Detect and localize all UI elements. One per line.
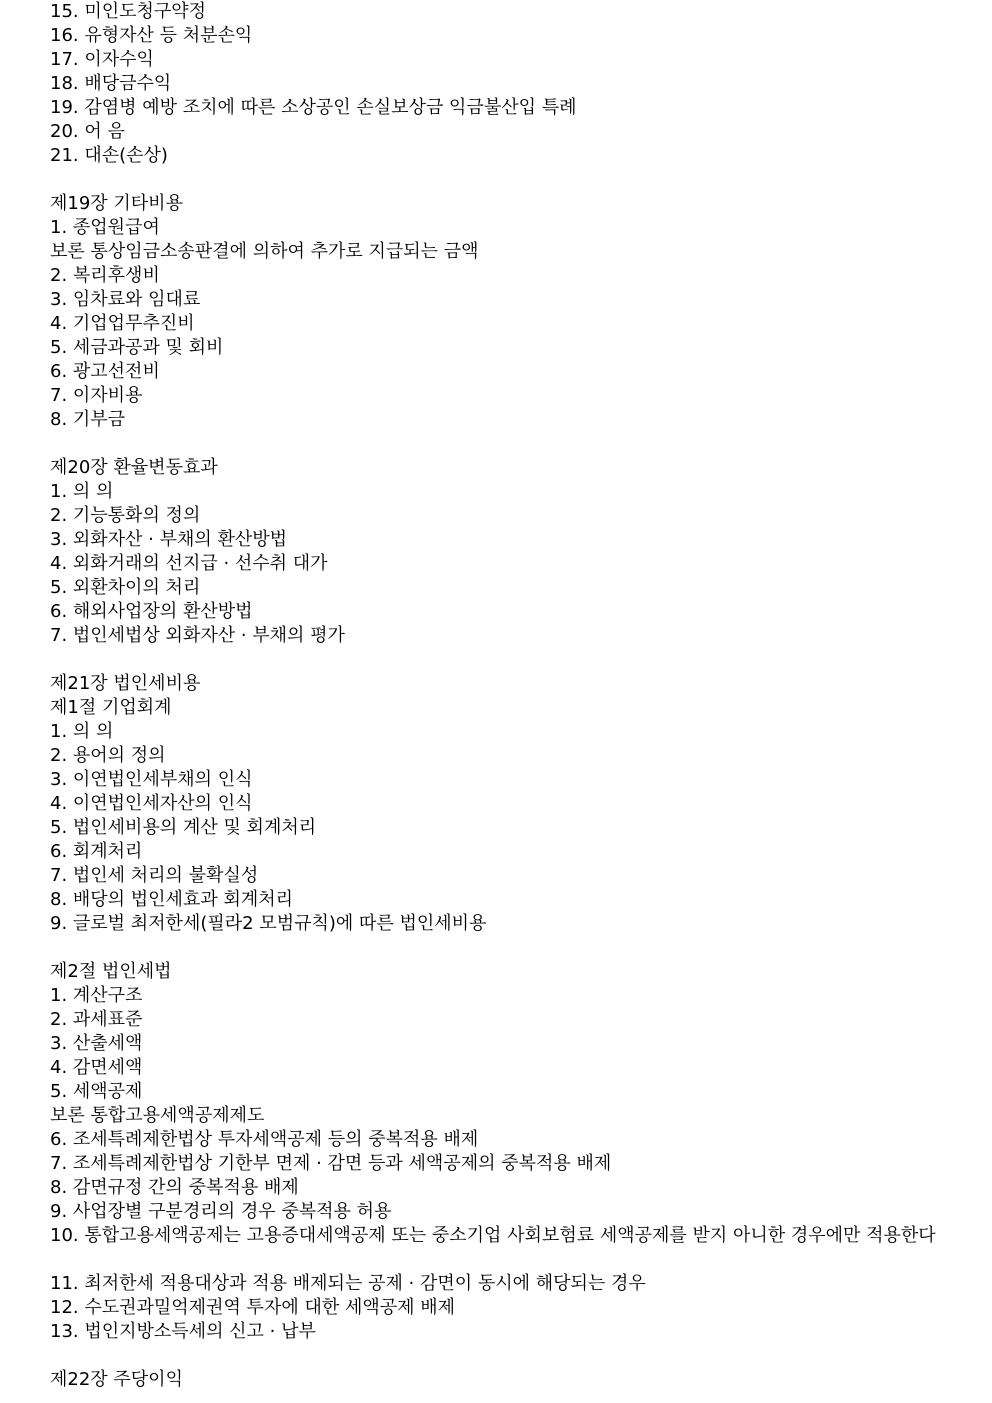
list-item: 17. 이자수익 <box>50 49 154 70</box>
chapter-heading: 제22장 주당이익 <box>50 1369 183 1390</box>
supplement-heading: 보론 통상임금소송판결에 의하여 추가로 지급되는 금액 <box>50 241 479 262</box>
list-item: 5. 세액공제 <box>50 1081 143 1102</box>
list-item: 8. 감면규정 간의 중복적용 배제 <box>50 1177 299 1198</box>
list-item: 21. 대손(손상) <box>50 145 168 166</box>
list-item: 3. 이연법인세부채의 인식 <box>50 769 253 790</box>
list-item: 6. 회계처리 <box>50 841 143 862</box>
list-item: 3. 임차료와 임대료 <box>50 289 201 310</box>
list-item: 20. 어 음 <box>50 121 125 142</box>
list-item: 9. 글로벌 최저한세(필라2 모범규칙)에 따른 법인세비용 <box>50 913 487 934</box>
list-item: 7. 법인세 처리의 불확실성 <box>50 865 259 886</box>
list-item: 7. 이자비용 <box>50 385 143 406</box>
blank-line <box>50 648 950 672</box>
list-item: 8. 기부금 <box>50 409 126 430</box>
list-item: 13. 법인지방소득세의 신고 · 납부 <box>50 1321 316 1342</box>
list-item: 19. 감염병 예방 조치에 따른 소상공인 손실보상금 익금불산입 특례 <box>50 97 577 118</box>
blank-line <box>50 168 950 192</box>
blank-line <box>50 936 950 960</box>
list-item: 5. 세금과공과 및 회비 <box>50 337 224 358</box>
chapter-heading: 제19장 기타비용 <box>50 193 183 214</box>
list-item: 4. 감면세액 <box>50 1057 143 1078</box>
list-item: 18. 배당금수익 <box>50 73 172 94</box>
list-item: 8. 배당의 법인세효과 회계처리 <box>50 889 293 910</box>
list-item: 1. 계산구조 <box>50 985 143 1006</box>
list-item: 1. 종업원급여 <box>50 217 160 238</box>
list-item: 7. 법인세법상 외화자산 · 부채의 평가 <box>50 625 345 646</box>
list-item: 4. 외화거래의 선지급 · 선수취 대가 <box>50 553 328 574</box>
list-item: 2. 과세표준 <box>50 1009 143 1030</box>
list-item: 6. 해외사업장의 환산방법 <box>50 601 253 622</box>
list-item: 15. 미인도청구약정 <box>50 1 207 22</box>
list-item: 10. 통합고용세액공제는 고용증대세액공제 또는 중소기업 사회보험료 세액공제를 받지 아니한 경우에만 적용한다 <box>50 1225 936 1246</box>
blank-line <box>50 1344 950 1368</box>
list-item: 5. 법인세비용의 계산 및 회계처리 <box>50 817 317 838</box>
list-item: 2. 복리후생비 <box>50 265 160 286</box>
list-item: 9. 사업장별 구분경리의 경우 중복적용 허용 <box>50 1201 392 1222</box>
list-item: 7. 조세특례제한법상 기한부 면제 · 감면 등과 세액공제의 중복적용 배제 <box>50 1153 612 1174</box>
document-page <box>50 0 950 1392</box>
list-item: 3. 산출세액 <box>50 1033 143 1054</box>
list-item: 11. 최저한세 적용대상과 적용 배제되는 공제 · 감면이 동시에 해당되는 경우 <box>50 1273 646 1294</box>
list-item: 12. 수도권과밀억제권역 투자에 대한 세액공제 배제 <box>50 1297 455 1318</box>
supplement-heading: 보론 통합고용세액공제제도 <box>50 1105 265 1126</box>
list-item: 5. 외환차이의 처리 <box>50 577 201 598</box>
list-item: 6. 광고선전비 <box>50 361 160 382</box>
list-item: 1. 의 의 <box>50 481 114 502</box>
chapter-heading: 제20장 환율변동효과 <box>50 457 218 478</box>
chapter-heading: 제21장 법인세비용 <box>50 673 201 694</box>
list-item: 3. 외화자산 · 부채의 환산방법 <box>50 529 288 550</box>
list-item: 2. 용어의 정의 <box>50 745 166 766</box>
list-item: 6. 조세특례제한법상 투자세액공제 등의 중복적용 배제 <box>50 1129 479 1150</box>
section-heading: 제1절 기업회계 <box>50 697 172 718</box>
blank-line <box>50 432 950 456</box>
section-heading: 제2절 법인세법 <box>50 961 172 982</box>
list-item: 16. 유형자산 등 처분손익 <box>50 25 253 46</box>
list-item: 1. 의 의 <box>50 721 114 742</box>
list-item: 2. 기능통화의 정의 <box>50 505 201 526</box>
list-item: 4. 이연법인세자산의 인식 <box>50 793 253 814</box>
list-item: 4. 기업업무추진비 <box>50 313 195 334</box>
